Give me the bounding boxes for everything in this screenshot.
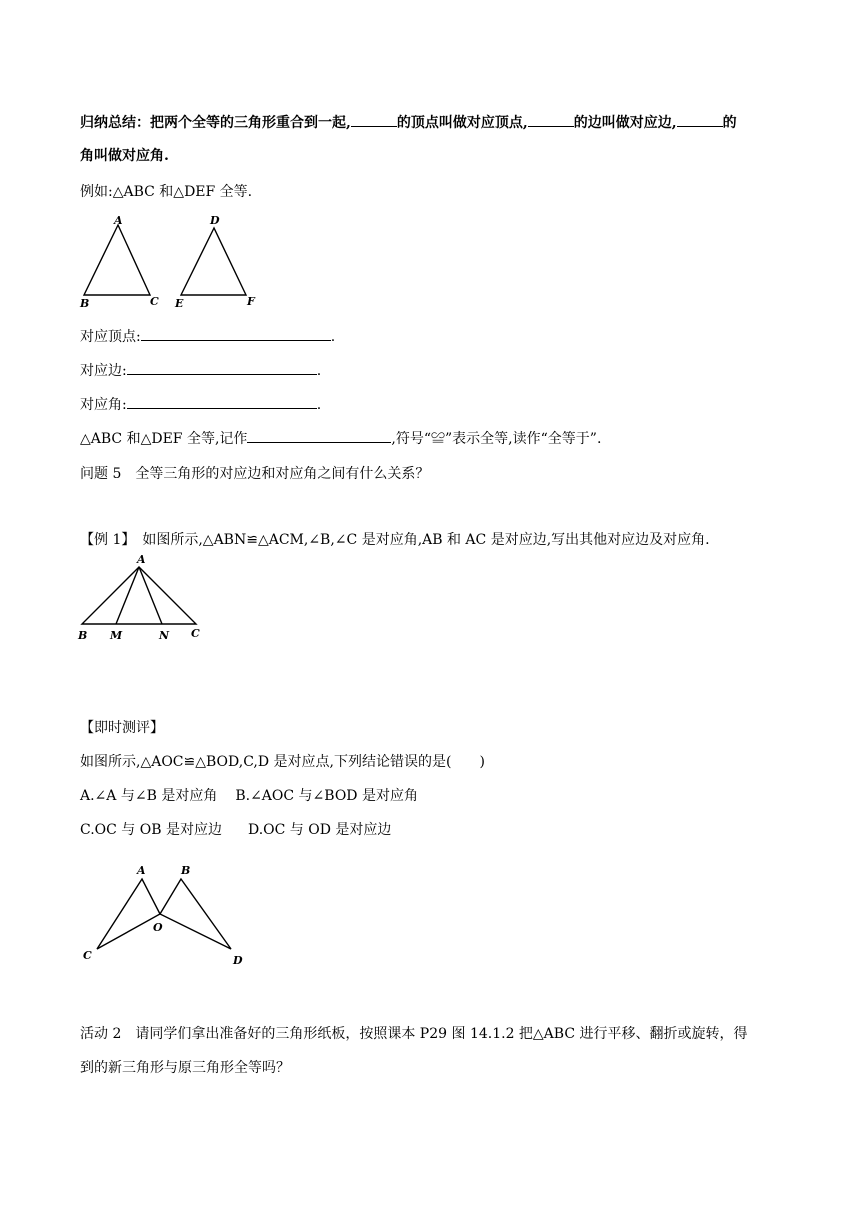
angles-label: 对应角: [80, 397, 127, 413]
summary-text-3: 的边叫做对应边, [573, 115, 677, 131]
example-intro: 例如:△ABC 和△DEF 全等. [80, 184, 253, 200]
vertices-end: . [330, 329, 336, 345]
vertices-line [80, 326, 335, 347]
summary-blank-3[interactable] [677, 112, 723, 127]
figure-aoc-bod [78, 860, 258, 970]
summary-text-2: 的顶点叫做对应顶点, [396, 115, 528, 131]
question-5: 问题 5 全等三角形的对应边和对应角之间有什么关系？ [80, 466, 430, 482]
label-c: C [191, 627, 200, 640]
quiz-title: 【即时测评】 [80, 720, 164, 736]
notation-text-1: △ABC 和△DEF 全等,记作 [80, 431, 248, 447]
activity-2-line-2: 到的新三角形与原三角形全等吗？ [80, 1060, 290, 1076]
summary-line-1 [80, 112, 737, 133]
summary-text-4: 的 [722, 115, 737, 131]
quiz-question: 如图所示,△AOC≌△BOD,C,D 是对应点,下列结论错误的是( ) [80, 754, 485, 770]
summary-blank-2[interactable] [528, 112, 574, 127]
example-1: 【例 1】 如图所示,△ABN≌△ACM,∠B,∠C 是对应角,AB 和 AC 是对应边,写出其他对应边及对应角. [80, 532, 710, 548]
sides-line [80, 360, 321, 381]
vertices-blank[interactable] [141, 326, 331, 341]
sides-label: 对应边: [80, 363, 127, 379]
label-c: C [83, 949, 92, 962]
label-d: D [210, 214, 220, 227]
option-c[interactable]: C.OC 与 OB 是对应边 [80, 822, 222, 838]
option-d[interactable]: D.OC 与 OD 是对应边 [247, 822, 392, 838]
label-b: B [181, 864, 191, 877]
label-b: B [78, 629, 88, 642]
vertices-label: 对应顶点: [80, 329, 141, 345]
label-f: F [247, 295, 255, 308]
angles-blank[interactable] [127, 394, 317, 409]
label-e: E [175, 297, 184, 310]
sides-end: . [316, 363, 322, 379]
angles-line [80, 394, 321, 415]
summary-blank-1[interactable] [351, 112, 397, 127]
summary-text-1: 归纳总结：把两个全等的三角形重合到一起, [80, 115, 351, 131]
label-a: A [114, 214, 123, 227]
label-o: O [153, 921, 163, 934]
quiz-options-2 [80, 820, 391, 840]
activity-2-line-1: 活动 2 请同学们拿出准备好的三角形纸板，按照课本 P29 图 14.1.2 把△ABC 进行平移、翻折或旋转，得 [80, 1026, 748, 1042]
option-b[interactable]: B.∠AOC 与∠BOD 是对应角 [235, 788, 418, 804]
label-d: D [233, 954, 243, 967]
option-a[interactable]: A.∠A 与∠B 是对应角 [80, 788, 218, 804]
label-n: N [159, 629, 170, 642]
notation-line [80, 428, 601, 449]
notation-blank[interactable] [247, 428, 391, 443]
label-b: B [80, 297, 90, 310]
label-a: A [137, 864, 146, 877]
angles-end: . [316, 397, 322, 413]
sides-blank[interactable] [127, 360, 317, 375]
label-m: M [110, 629, 123, 642]
quiz-options-1 [80, 786, 418, 806]
notation-text-2: ,符号“≌”表示全等,读作“全等于”. [391, 431, 602, 447]
figure-abn-acm [76, 553, 216, 647]
figure-triangles-abc-def [76, 212, 276, 312]
label-c: C [150, 295, 159, 308]
label-a: A [137, 553, 146, 566]
summary-line-2: 角叫做对应角. [80, 148, 169, 164]
